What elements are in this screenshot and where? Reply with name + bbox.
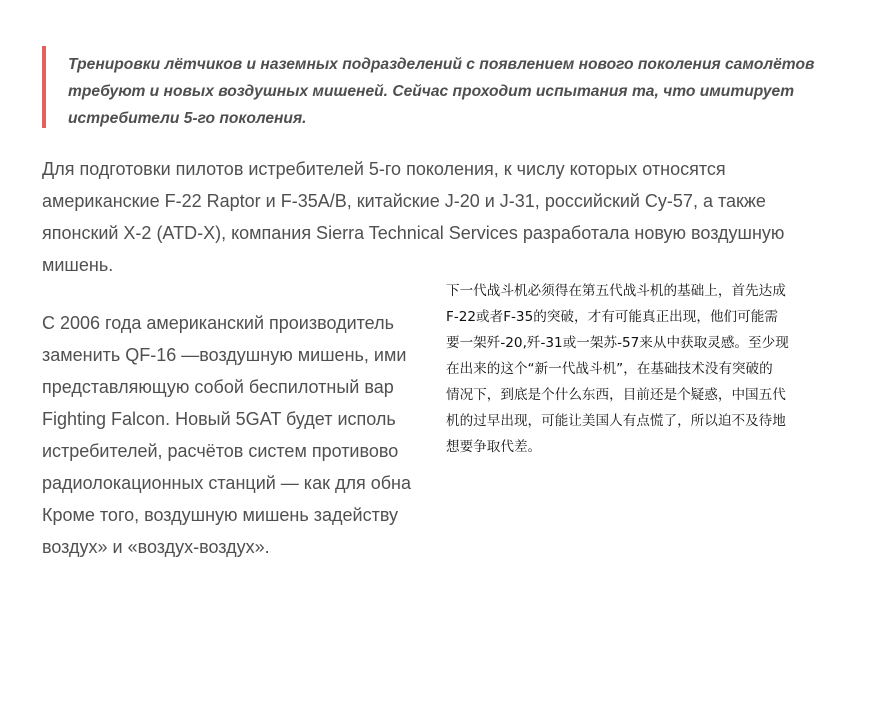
lead-quote-text: Тренировки лётчиков и наземных подразделений с появлением нового поколения самолётов требуют и новых воздушных мишеней. Сейчас проходит испытания та, что имитирует истребители 5-го поколения. (68, 56, 815, 127)
lead-blockquote (42, 46, 842, 128)
chinese-text-overlay (431, 274, 831, 530)
overlay-text: 下一代战斗机必须得在第五代战斗机的基础上，首先达成 F-22或者F-35的突破，才有可能真正出现，他们可能需 要一架歼-20,歼-31或一架苏-57来从中获取灵感。至少现 在出来的这个“新一代战斗机”，在基础技术没有突破的 情况下，到底是个什么东西，目前还是个疑惑，中国五代 机的过早出现，可能让美国人有点慌了，所以迫不及待地 想要争取代差。 (446, 283, 789, 455)
article-paragraph-1: Для подготовки пилотов истребителей 5-го поколения, к числу которых относятся американские F-22 Raptor и F-35A/B, китайские J-20 и J-31, российский Су-57, а также японский X-2 (ATD-X), компания Sierra Technical Services разработала новую воздушную мишень. (42, 159, 785, 275)
article-paragraph-2: С 2006 года американский производитель заменить QF-16 —воздушную мишень, ими представляющую собой беспилотный вар Fighting Falcon. Новый 5GAT будет исполь истребителей, расчётов систем противово радиолокационных станций — как для обна Кроме того, воздушную мишень задейству воздух» и «воздух-воздух». (42, 313, 411, 557)
